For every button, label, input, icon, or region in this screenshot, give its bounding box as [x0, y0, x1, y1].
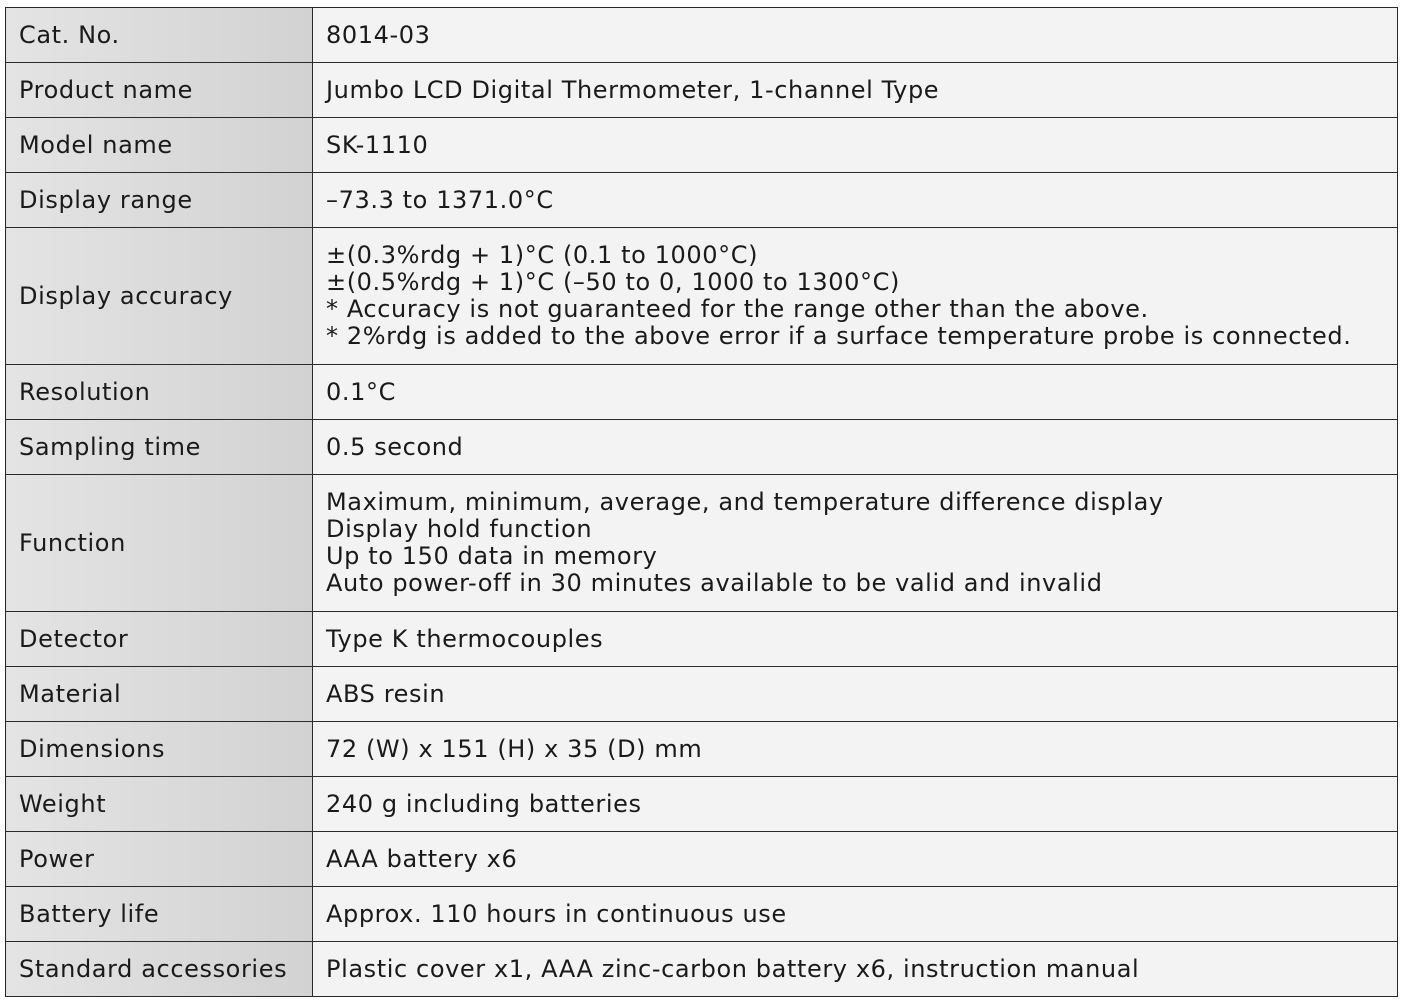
spec-value [313, 173, 1398, 228]
spec-value-line: 72 (W) x 151 (H) x 35 (D) mm [326, 734, 703, 763]
spec-label: Weight [6, 777, 313, 832]
spec-row [6, 475, 1398, 612]
spec-row [6, 887, 1398, 942]
spec-value [313, 832, 1398, 887]
spec-value-line: ±(0.3%rdg + 1)°C (0.1 to 1000°C) [326, 241, 759, 269]
spec-value-line: Up to 150 data in memory [326, 542, 658, 570]
spec-label: Sampling time [6, 420, 313, 475]
spec-value-line: 0.1°C [326, 377, 396, 406]
spec-value-line: Jumbo LCD Digital Thermometer, 1-channel Type [326, 75, 940, 104]
spec-row [6, 63, 1398, 118]
spec-value [313, 777, 1398, 832]
spec-value [313, 420, 1398, 475]
spec-row [6, 612, 1398, 667]
spec-value-line: ABS resin [326, 679, 446, 708]
spec-row [6, 228, 1398, 365]
spec-value-line: AAA battery x6 [326, 844, 518, 873]
spec-value-line: Type K thermocouples [326, 624, 604, 653]
spec-row [6, 942, 1398, 997]
spec-table-body [6, 8, 1398, 997]
spec-value-line: 240 g including batteries [326, 789, 642, 818]
spec-row [6, 777, 1398, 832]
spec-value-line: Auto power-off in 30 minutes available to be valid and invalid [326, 569, 1103, 597]
spec-value-line: Display hold function [326, 515, 593, 543]
spec-row [6, 365, 1398, 420]
spec-row [6, 420, 1398, 475]
spec-value-line: 0.5 second [326, 432, 464, 461]
spec-label: Function [6, 475, 313, 612]
spec-row [6, 832, 1398, 887]
spec-value [313, 667, 1398, 722]
spec-label: Detector [6, 612, 313, 667]
spec-value [313, 118, 1398, 173]
spec-table [5, 7, 1398, 997]
spec-value [313, 228, 1398, 365]
spec-label: Resolution [6, 365, 313, 420]
spec-value-line: * Accuracy is not guaranteed for the range other than the above. [326, 295, 1149, 323]
spec-row [6, 667, 1398, 722]
spec-value [313, 612, 1398, 667]
spec-row [6, 8, 1398, 63]
spec-label: Display range [6, 173, 313, 228]
spec-value-line: Maximum, minimum, average, and temperature difference display [326, 488, 1164, 516]
spec-value [313, 942, 1398, 997]
spec-row [6, 722, 1398, 777]
spec-label: Cat. No. [6, 8, 313, 63]
spec-label: Product name [6, 63, 313, 118]
spec-value-line: –73.3 to 1371.0°C [326, 185, 554, 214]
spec-label: Standard accessories [6, 942, 313, 997]
spec-label: Power [6, 832, 313, 887]
spec-value [313, 8, 1398, 63]
spec-label: Model name [6, 118, 313, 173]
spec-value-line: Approx. 110 hours in continuous use [326, 899, 787, 928]
spec-value-line: 8014-03 [326, 20, 431, 49]
spec-value [313, 63, 1398, 118]
spec-value [313, 475, 1398, 612]
spec-label: Battery life [6, 887, 313, 942]
spec-value-line: SK-1110 [326, 130, 429, 159]
spec-value [313, 365, 1398, 420]
spec-value [313, 887, 1398, 942]
spec-label: Material [6, 667, 313, 722]
spec-value-line: ±(0.5%rdg + 1)°C (–50 to 0, 1000 to 1300°C) [326, 268, 900, 296]
spec-label: Dimensions [6, 722, 313, 777]
spec-value-line: Plastic cover x1, AAA zinc-carbon battery x6, instruction manual [326, 954, 1140, 983]
spec-row [6, 118, 1398, 173]
spec-row [6, 173, 1398, 228]
spec-value [313, 722, 1398, 777]
spec-value-line: * 2%rdg is added to the above error if a surface temperature probe is connected. [326, 322, 1352, 350]
spec-label: Display accuracy [6, 228, 313, 365]
